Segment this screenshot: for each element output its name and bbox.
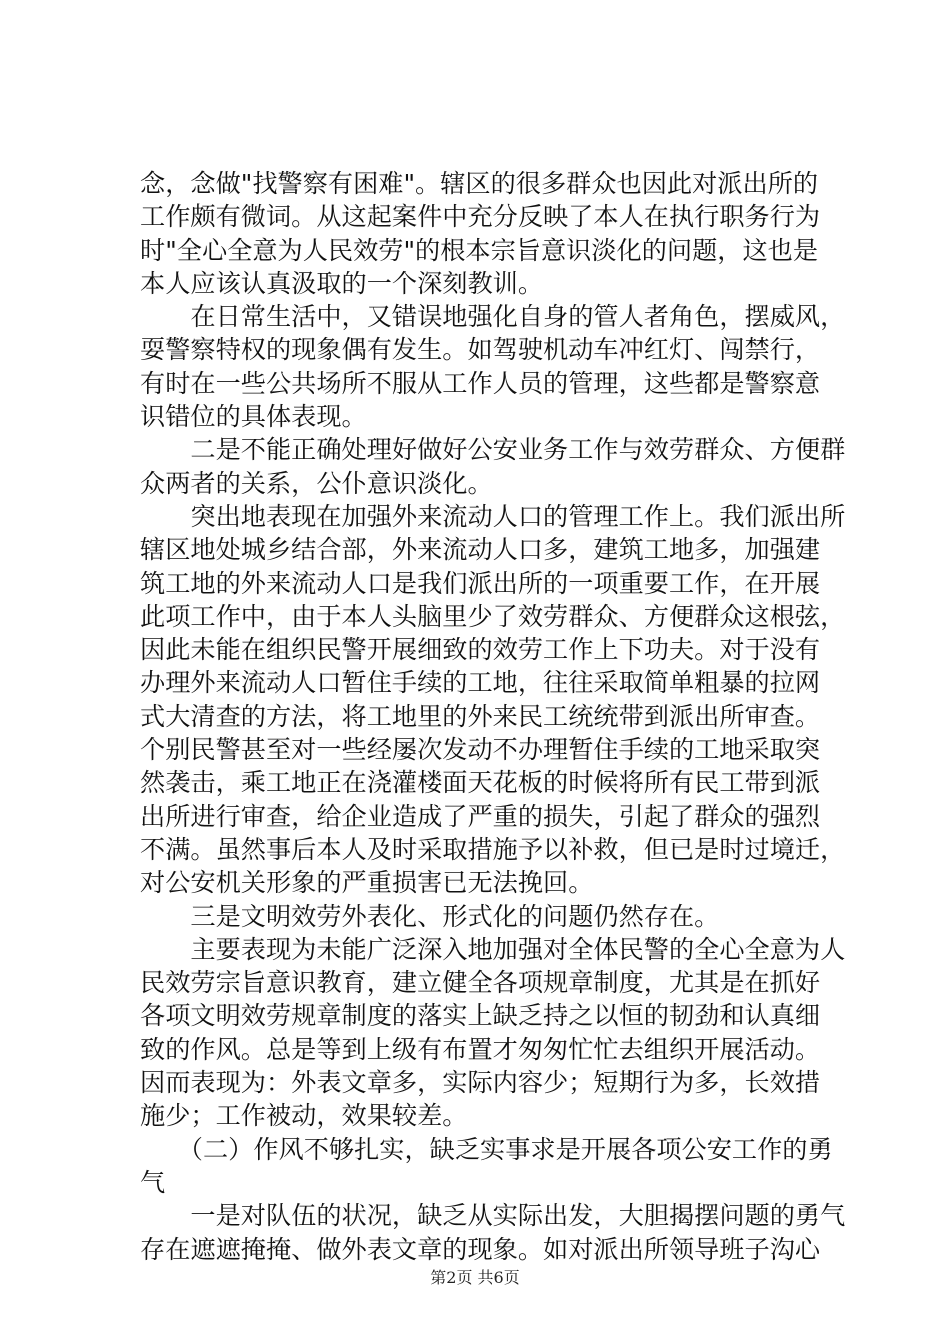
text-line: 主要表现为未能广泛深入地加强对全体民警的全心全意为人 — [140, 934, 846, 964]
document-body — [140, 167, 846, 1266]
text-line: 出所进行审查，给企业造成了严重的损失，引起了群众的强烈 — [140, 801, 821, 831]
text-line: 一是对队伍的状况，缺乏从实际出发，大胆揭摆问题的勇气 — [140, 1201, 846, 1231]
text-line: 突出地表现在加强外来流动人口的管理工作上。我们派出所 — [140, 501, 846, 531]
text-line: 众两者的关系，公仆意识淡化。 — [140, 468, 493, 498]
text-line: 本人应该认真汲取的一个深刻教训。 — [140, 268, 543, 298]
text-line: 气 — [140, 1167, 166, 1197]
text-line: 存在遮遮掩掩、做外表文章的现象。如对派出所领导班子沟心 — [140, 1234, 821, 1264]
text-line: 辖区地处城乡结合部，外来流动人口多，建筑工地多，加强建 — [140, 535, 821, 565]
text-line: 不满。虽然事后本人及时采取措施予以补救，但已是时过境迁， — [140, 834, 846, 864]
text-line: 念，念做"找警察有困难"。辖区的很多群众也因此对派出所的 — [140, 169, 819, 198]
text-line: 施少；工作被动，效果较差。 — [140, 1101, 468, 1131]
text-line: 在日常生活中，又错误地强化自身的管人者角色，摆威风， — [140, 302, 846, 332]
text-line: 民效劳宗旨意识教育，建立健全各项规章制度，尤其是在抓好 — [140, 968, 821, 998]
text-line: 二是不能正确处理好做好公安业务工作与效劳群众、方便群 — [140, 435, 846, 465]
text-line: 然袭击，乘工地正在浇灌楼面天花板的时候将所有民工带到派 — [140, 768, 821, 798]
text-line: 办理外来流动人口暂住手续的工地，往往采取简单粗暴的拉网 — [140, 668, 821, 698]
text-line: 因而表现为：外表文章多，实际内容少；短期行为多，长效措 — [140, 1068, 821, 1098]
text-line: 三是文明效劳外表化、形式化的问题仍然存在。 — [140, 901, 720, 931]
text-line: 因此未能在组织民警开展细致的效劳工作上下功夫。对于没有 — [140, 635, 821, 665]
text-line: 各项文明效劳规章制度的落实上缺乏持之以恒的韧劲和认真细 — [140, 1001, 821, 1031]
text-line: 识错位的具体表现。 — [140, 402, 367, 432]
text-line: 此项工作中，由于本人头脑里少了效劳群众、方便群众这根弦， — [140, 601, 846, 631]
text-line: （二）作风不够扎实，缺乏实事求是开展各项公安工作的勇 — [140, 1134, 833, 1164]
text-line: 工作颇有微词。从这起案件中充分反映了本人在执行职务行为 — [140, 202, 821, 232]
text-line: 耍警察特权的现象偶有发生。如驾驶机动车冲红灯、闯禁行， — [140, 335, 821, 365]
text-line: 时"全心全意为人民效劳"的根本宗旨意识淡化的问题，这也是 — [140, 235, 819, 265]
text-line: 式大清查的方法，将工地里的外来民工统统带到派出所审查。 — [140, 701, 821, 731]
text-line: 个别民警甚至对一些经屡次发动不办理暂住手续的工地采取突 — [140, 735, 821, 765]
text-line: 筑工地的外来流动人口是我们派出所的一项重要工作，在开展 — [140, 568, 821, 598]
text-line: 对公安机关形象的严重损害已无法挽回。 — [140, 868, 594, 898]
page-footer: 第2页 共6页 — [430, 1268, 520, 1287]
text-line: 致的作风。总是等到上级有布置才匆匆忙忙去组织开展活动。 — [140, 1034, 821, 1064]
text-line: 有时在一些公共场所不服从工作人员的管理，这些都是警察意 — [140, 368, 821, 398]
